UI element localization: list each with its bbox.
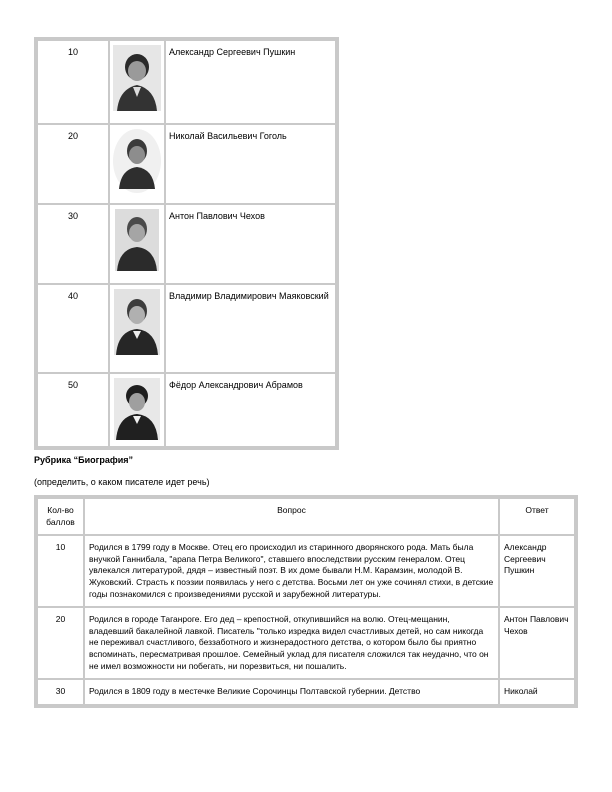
- portrait-cell: [109, 373, 165, 447]
- header-points: Кол-во баллов: [37, 498, 84, 535]
- portrait-image: [113, 129, 161, 193]
- writer-name: Николай Васильевич Гоголь: [165, 124, 336, 204]
- portrait-cell: [109, 124, 165, 204]
- writers-table: [34, 37, 339, 450]
- rubric-subtitle: (определить, о каком писателе идет речь): [34, 477, 210, 487]
- answer-cell: Николай: [499, 679, 575, 705]
- question-cell: Родился в городе Таганроге. Его дед – крепостной, откупившийся на волю. Отец-мещанин, владевший бакалейной лавкой. Писатель "только изредка видел счастливых детей, но сам никогда не переживал счастливого, беззаботного и жизнерадостного детства, о котором было бы приятно вспоминать, пересматривая прошлое. Семейный уклад для писателя сложился так неудачно, что он не имел возможности ни побегать, ни порезвиться, ни пошалить.: [84, 607, 499, 679]
- rubric-title: Рубрика “Биография”: [34, 455, 134, 465]
- header-question: Вопрос: [84, 498, 499, 535]
- table-row: [37, 40, 336, 124]
- table-row: [37, 535, 575, 607]
- writer-name: Владимир Владимирович Маяковский: [165, 284, 336, 373]
- table-row: [37, 284, 336, 373]
- question-cell: Родился в 1809 году в местечке Великие Сорочинцы Полтавской губернии. Детство: [84, 679, 499, 705]
- table-row: [37, 607, 575, 679]
- points-cell: 40: [37, 284, 109, 373]
- points-cell: 30: [37, 204, 109, 284]
- portrait-image: [114, 289, 160, 355]
- portrait-cell: [109, 204, 165, 284]
- points-cell: 20: [37, 607, 84, 679]
- points-cell: 20: [37, 124, 109, 204]
- points-cell: 10: [37, 40, 109, 124]
- writer-name: Александр Сергеевич Пушкин: [165, 40, 336, 124]
- question-cell: Родился в 1799 году в Москве. Отец его происходил из старинного дворянского рода. Мать была внучкой Ганнибала, "арапа Петра Великого", ставшего впоследствии русским генералом. Отец увлекался литературой, дядя – известный поэт. В их доме бывали Н.М. Карамзин, молодой В. Жуковский. Страсть к поэзии появилась у него с детства. Восьми лет он уже сочинял стихи, в детские годы познакомился с произведениями русской и зарубежной литературы.: [84, 535, 499, 607]
- table-row: [37, 204, 336, 284]
- writer-name: Антон Павлович Чехов: [165, 204, 336, 284]
- table-row: [37, 679, 575, 705]
- writer-name: Фёдор Александрович Абрамов: [165, 373, 336, 447]
- portrait-image: [114, 378, 160, 440]
- portrait-cell: [109, 284, 165, 373]
- portrait-image: [115, 209, 159, 271]
- portrait-cell: [109, 40, 165, 124]
- header-row: [37, 498, 575, 535]
- answer-cell: Александр Сергеевич Пушкин: [499, 535, 575, 607]
- points-cell: 10: [37, 535, 84, 607]
- table-row: [37, 124, 336, 204]
- points-cell: 50: [37, 373, 109, 447]
- portrait-image: [113, 45, 161, 111]
- header-answer: Ответ: [499, 498, 575, 535]
- table-row: [37, 373, 336, 447]
- biography-table: [34, 495, 578, 708]
- answer-cell: Антон Павлович Чехов: [499, 607, 575, 679]
- points-cell: 30: [37, 679, 84, 705]
